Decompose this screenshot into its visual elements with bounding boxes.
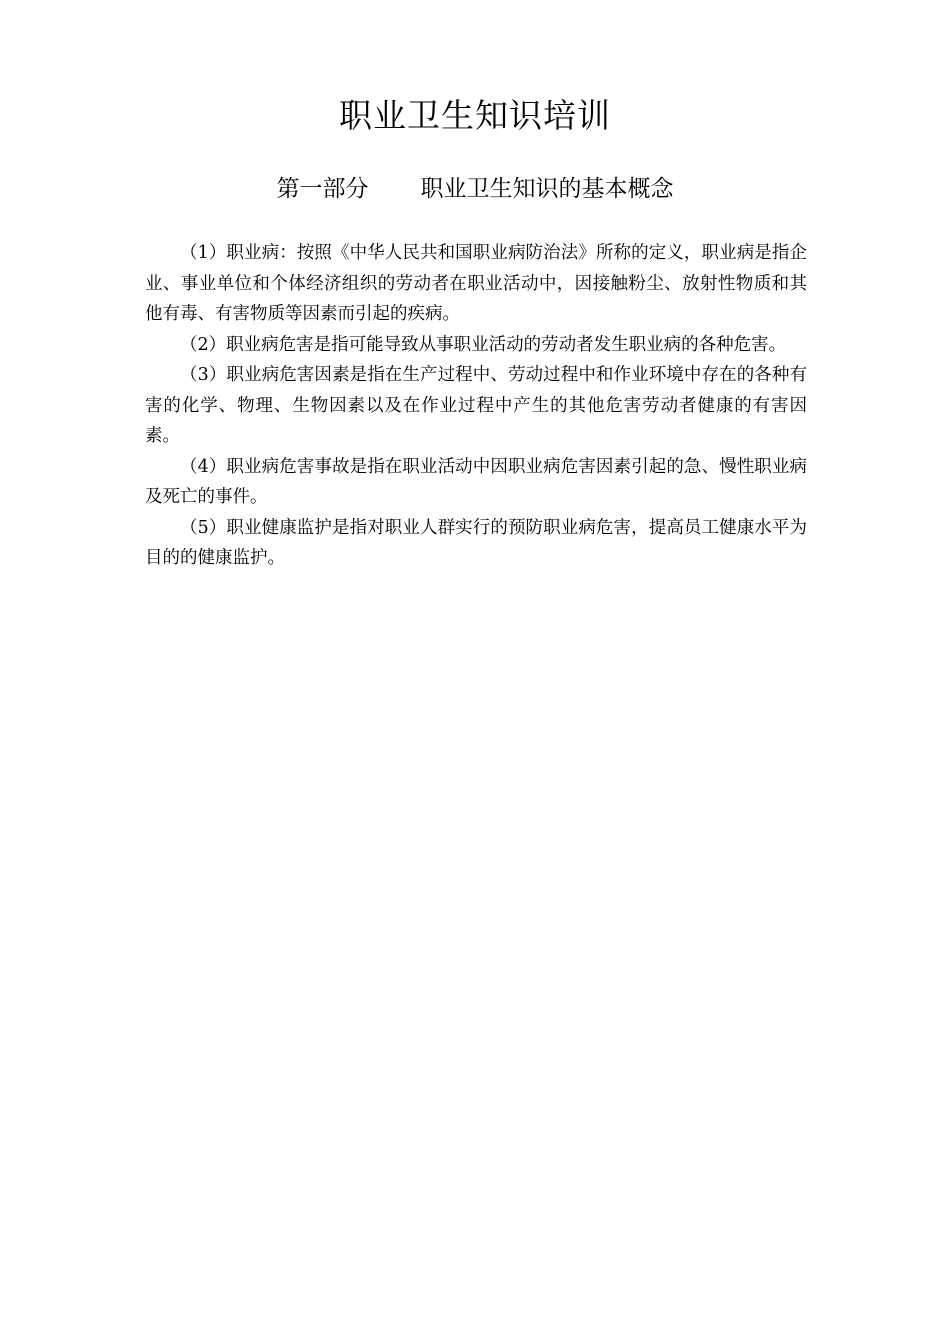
- paragraph-3: （3）职业病危害因素是指在生产过程中、劳动过程中和作业环境中存在的各种有害的化学、物理、生物因素以及在作业过程中产生的其他危害劳动者健康的有害因素。: [145, 365, 807, 446]
- document-title: 职业卫生知识培训: [339, 96, 611, 135]
- paragraph-1: （1）职业病：按照《中华人民共和国职业病防治法》所称的定义，职业病是指企业、事业单位和个体经济组织的劳动者在职业活动中，因接触粉尘、放射性物质和其他有毒、有害物质等因素而引起的疾病。: [145, 243, 807, 324]
- section-heading: [0, 172, 950, 206]
- body-text: [145, 238, 807, 574]
- section-part-label: 第一部分: [276, 176, 369, 202]
- section-heading-text: 职业卫生知识的基本概念: [420, 176, 674, 202]
- paragraph-5: （5）职业健康监护是指对职业人群实行的预防职业病危害，提高员工健康水平为目的的健康监护。: [145, 517, 807, 568]
- paragraph-2: （2）职业病危害是指可能导致从事职业活动的劳动者发生职业病的各种危害。: [180, 334, 787, 355]
- paragraph-4: （4）职业病危害事故是指在职业活动中因职业病危害因素引起的急、慢性职业病及死亡的事件。: [145, 456, 807, 507]
